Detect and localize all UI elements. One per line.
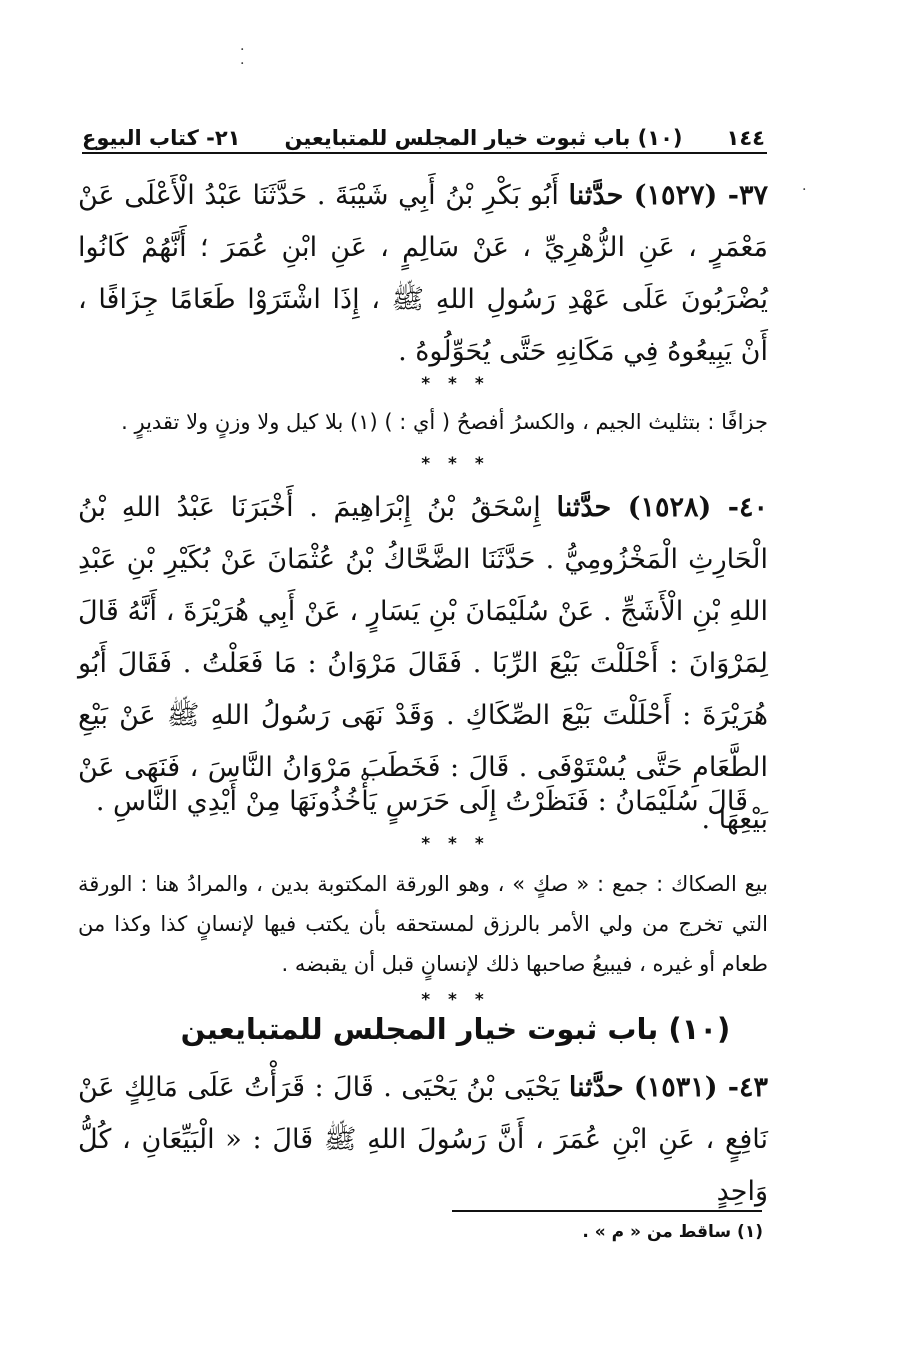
footnote-rule [452,1210,762,1212]
header-book-title: ٢١- كتاب البيوع [82,126,241,150]
footnote: (١) ساقط من « م » . [582,1222,763,1242]
scan-speck: . [802,178,807,194]
explanatory-note: جزافًا : بتثليث الجيم ، والكسرُ أفصحُ ( أي : ) (١) بلا كيل ولا وزنٍ ولا تقديرٍ . [121,410,768,434]
separator-stars: * * * [421,834,490,854]
hadith-40-continuation: قَالَ سُلَيْمَانُ : فَنَظَرْتُ إِلَى حَرَسٍ يَأْخُذُونَهَا مِنْ أَيْدِي النَّاسِ . [95,786,748,817]
separator-stars: * * * [421,990,490,1010]
hadith-37 [78,170,768,378]
running-header [82,112,765,150]
scan-speck: . [240,52,245,68]
scan-speck: . [240,38,245,54]
header-rule [82,152,767,154]
hadith-text: إِسْحَقُ بْنُ إِبْرَاهِيمَ . أَخْبَرَنَا عَبْدُ اللهِ بْنُ الْحَارِثِ الْمَخْزُومِيُّ . حَدَّثَنَا الضَّحَّاكُ بْنُ عُثْمَانَ عَنْ بُكَيْرِ بْنِ عَبْدِ اللهِ بْنِ الْأَشَجِّ . عَنْ سُلَيْمَانَ بْنِ يَسَارٍ ، عَنْ أَبِي هُرَيْرَةَ ، أَنَّهُ قَالَ لِمَرْوَانَ : أَحْلَلْتَ بَيْعَ الرِّبَا . فَقَالَ مَرْوَانُ : مَا فَعَلْتُ . فَقَالَ أَبُو هُرَيْرَةَ : أَحْلَلْتَ بَيْعَ الصِّكَاكِ . وَقَدْ نَهَى رَسُولُ اللهِ ﷺ عَنْ بَيْعِ الطَّعَامِ حَتَّى يُسْتَوْفَى . قَالَ : فَخَطَبَ مَرْوَانُ النَّاسَ ، فَنَهَى عَنْ بَيْعِهَا . [78,492,768,835]
hadith-text: يَحْيَى بْنُ يَحْيَى . قَالَ : قَرَأْتُ عَلَى مَالِكٍ عَنْ نَافِعٍ ، عَنِ ابْنِ عُمَرَ ، أَنَّ رَسُولَ اللهِ ﷺ قَالَ : « الْبَيِّعَانِ ، كُلُّ وَاحِدٍ [78,1072,768,1207]
separator-stars: * * * [421,374,490,394]
hadith-number: ٤٠- (١٥٢٨) حدَّثنا [556,492,768,523]
hadith-number: ٣٧- (١٥٢٧) حدَّثنا [568,180,768,211]
chapter-heading: (١٠) باب ثبوت خيار المجلس للمتبايعين [180,1012,731,1046]
page-number: ١٤٤ [726,126,765,150]
header-chapter-title: (١٠) باب ثبوت خيار المجلس للمتبايعين [284,126,683,150]
hadith-number: ٤٣- (١٥٣١) حدَّثنا [568,1072,768,1103]
hadith-text: أَبُو بَكْرِ بْنُ أَبِي شَيْبَةَ . حَدَّثَنَا عَبْدُ الْأَعْلَى عَنْ مَعْمَرٍ ، عَنِ الزُّهْرِيِّ ، عَنْ سَالِمٍ ، عَنِ ابْنِ عُمَرَ ؛ أَنَّهُمْ كَانُوا يُضْرَبُونَ عَلَى عَهْدِ رَسُولِ اللهِ ﷺ ، إِذَا اشْتَرَوْا طَعَامًا جِزَافًا ، أَنْ يَبِيعُوهُ فِي مَكَانِهِ حَتَّى يُحَوِّلُوهُ . [78,180,768,367]
explanatory-note: بيع الصكاك : جمع : « صكٍ » ، وهو الورقة المكتوبة بدين ، والمرادُ هنا : الورقة التي تخرج من ولي الأمر بالرزق لمستحقه بأن يكتب فيها لإنسانٍ كذا وكذا من طعام أو غيره ، فيبيعُ صاحبها ذلك لإنسانٍ قبل أن يقبضه . [78,872,768,976]
hadith-43 [78,1062,768,1218]
separator-stars: * * * [421,454,490,474]
